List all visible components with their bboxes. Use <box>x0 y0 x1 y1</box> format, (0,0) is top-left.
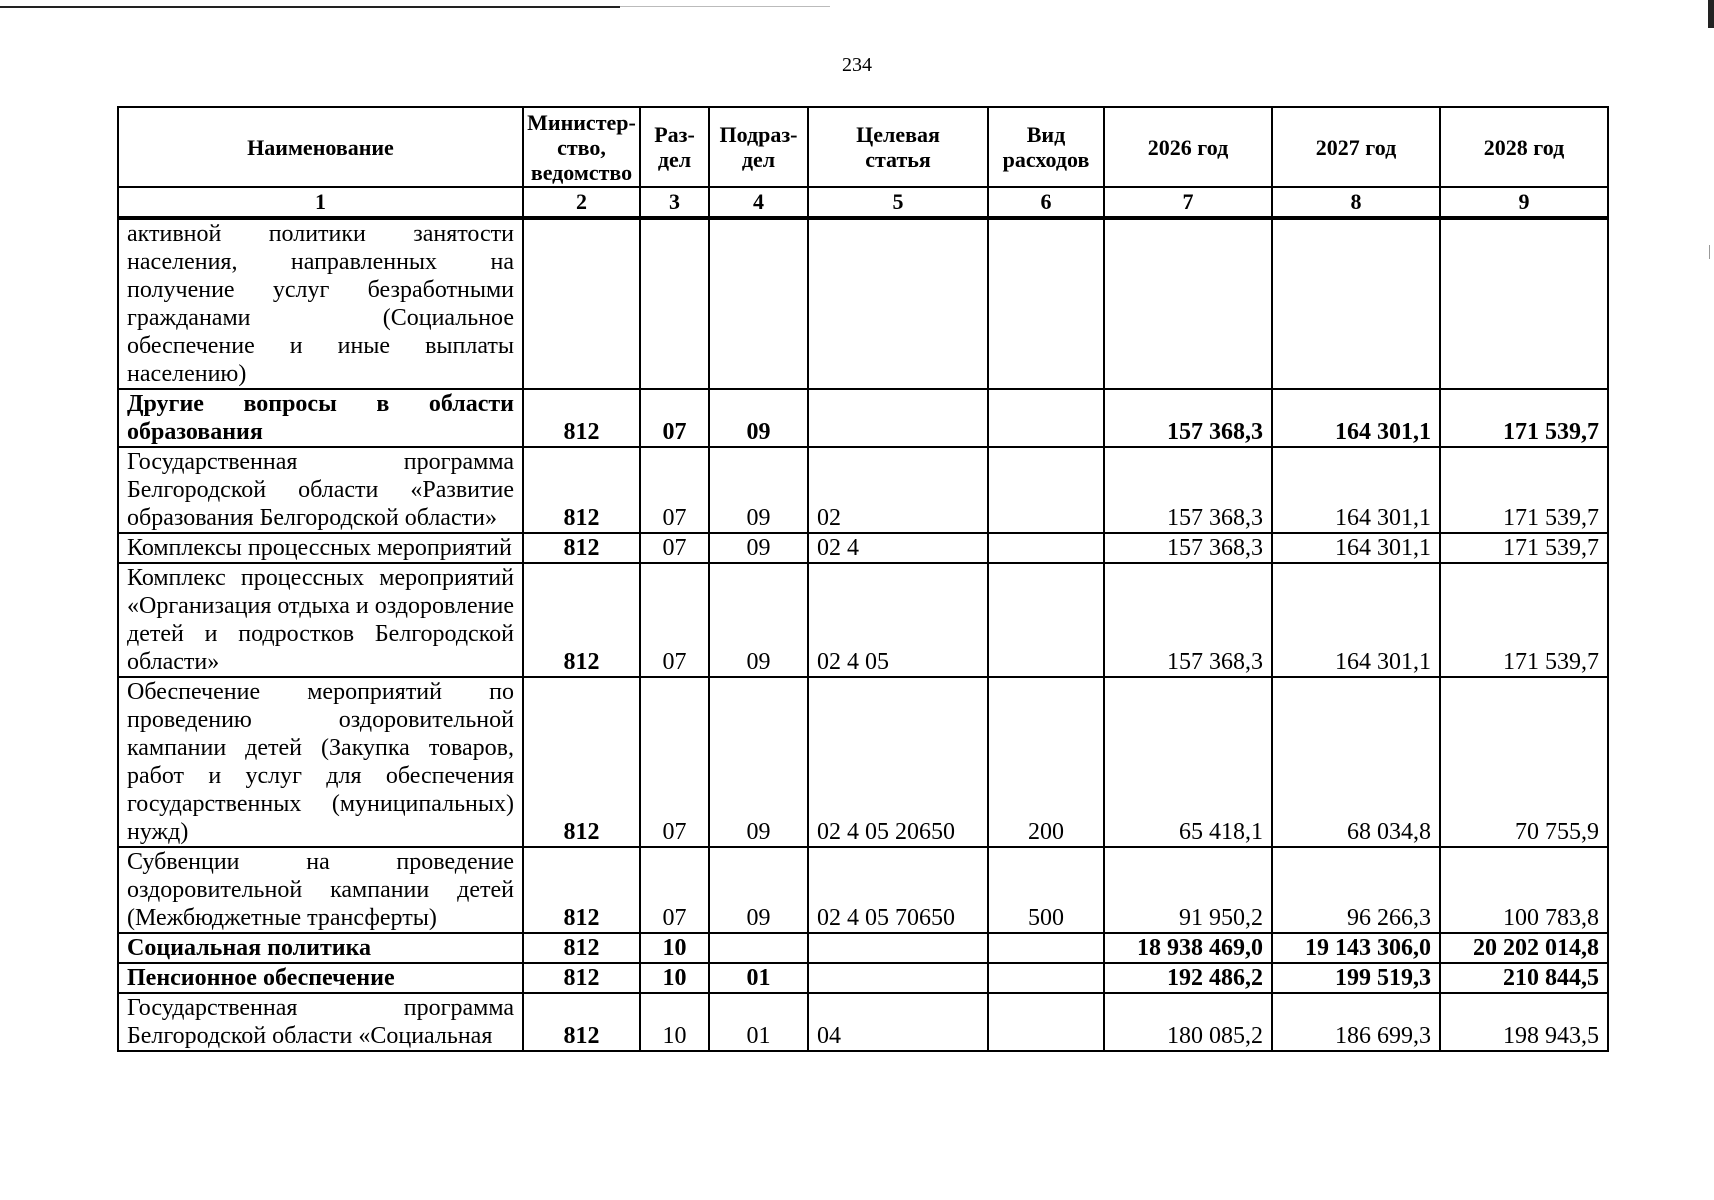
top-rule <box>0 6 620 8</box>
table-row <box>118 447 1608 533</box>
header-razdel-line1: Раз- <box>654 122 695 147</box>
column-number-row <box>118 187 1608 218</box>
cell-2028 <box>1440 218 1608 389</box>
cell-ministry: 812 <box>523 447 640 533</box>
col-number-9: 9 <box>1440 187 1608 218</box>
cell-ministry: 812 <box>523 389 640 447</box>
cell-2027: 164 301,1 <box>1272 533 1440 563</box>
cell-ministry: 812 <box>523 563 640 677</box>
table-row <box>118 218 1608 389</box>
cell-podrazdel: 09 <box>709 677 808 847</box>
cell-2026 <box>1104 218 1272 389</box>
cell-razdel: 07 <box>640 447 709 533</box>
cell-ministry: 812 <box>523 533 640 563</box>
cell-podrazdel: 09 <box>709 563 808 677</box>
cell-podrazdel: 09 <box>709 389 808 447</box>
cell-2028: 70 755,9 <box>1440 677 1608 847</box>
col-number-2: 2 <box>523 187 640 218</box>
header-ministry-line2: ство, <box>557 134 606 160</box>
col-number-5: 5 <box>808 187 988 218</box>
cell-vid <box>988 933 1104 963</box>
cell-name: Комплекс процессных мероприятий «Организация отдыха и оздоровление детей и подростков Белгородской области» <box>118 563 523 677</box>
cell-2027: 186 699,3 <box>1272 993 1440 1051</box>
cell-vid <box>988 963 1104 993</box>
cell-2026: 91 950,2 <box>1104 847 1272 933</box>
cell-2028: 171 539,7 <box>1440 389 1608 447</box>
scan-edge-tick <box>1709 245 1710 259</box>
cell-razdel <box>640 218 709 389</box>
cell-2028: 171 539,7 <box>1440 447 1608 533</box>
table-row <box>118 847 1608 933</box>
header-podrazdel <box>709 107 808 187</box>
cell-razdel: 10 <box>640 933 709 963</box>
header-vid-line2: расходов <box>1002 147 1090 172</box>
header-ministry-line3: ведомство <box>530 159 633 185</box>
header-ministry <box>523 107 640 187</box>
cell-2026: 157 368,3 <box>1104 563 1272 677</box>
cell-ministry: 812 <box>523 933 640 963</box>
table-row <box>118 389 1608 447</box>
cell-name: Социальная политика <box>118 933 523 963</box>
table-row <box>118 993 1608 1051</box>
cell-ministry: 812 <box>523 847 640 933</box>
top-rule-faint <box>620 6 830 7</box>
cell-name: активной политики занятости населения, направленных на получение услуг безработными гражданами (Социальное обеспечение и иные выплаты населению) <box>118 218 523 389</box>
cell-2028: 171 539,7 <box>1440 533 1608 563</box>
cell-vid: 500 <box>988 847 1104 933</box>
cell-2026: 157 368,3 <box>1104 447 1272 533</box>
cell-vid <box>988 218 1104 389</box>
cell-razdel: 07 <box>640 563 709 677</box>
cell-2026: 65 418,1 <box>1104 677 1272 847</box>
header-row <box>118 107 1608 187</box>
cell-vid <box>988 389 1104 447</box>
cell-2027: 199 519,3 <box>1272 963 1440 993</box>
cell-2027: 19 143 306,0 <box>1272 933 1440 963</box>
header-name: Наименование <box>118 107 523 187</box>
table-row <box>118 533 1608 563</box>
cell-2027: 164 301,1 <box>1272 447 1440 533</box>
cell-target: 02 4 05 70650 <box>808 847 988 933</box>
cell-2027: 164 301,1 <box>1272 389 1440 447</box>
cell-target: 02 4 05 <box>808 563 988 677</box>
cell-2028: 20 202 014,8 <box>1440 933 1608 963</box>
cell-2026: 192 486,2 <box>1104 963 1272 993</box>
cell-target: 02 4 <box>808 533 988 563</box>
header-2027: 2027 год <box>1272 107 1440 187</box>
cell-razdel: 07 <box>640 677 709 847</box>
table-row <box>118 677 1608 847</box>
cell-name: Государственная программа Белгородской области «Развитие образования Белгородской области» <box>118 447 523 533</box>
cell-vid <box>988 563 1104 677</box>
cell-ministry: 812 <box>523 963 640 993</box>
col-number-6: 6 <box>988 187 1104 218</box>
cell-target: 02 <box>808 447 988 533</box>
cell-target <box>808 963 988 993</box>
cell-ministry: 812 <box>523 993 640 1051</box>
cell-podrazdel: 09 <box>709 447 808 533</box>
cell-name: Пенсионное обеспечение <box>118 963 523 993</box>
cell-razdel: 07 <box>640 533 709 563</box>
cell-podrazdel: 01 <box>709 963 808 993</box>
page-number: 234 <box>842 54 872 76</box>
cell-razdel: 07 <box>640 389 709 447</box>
cell-2027: 96 266,3 <box>1272 847 1440 933</box>
cell-razdel: 07 <box>640 847 709 933</box>
cell-podrazdel: 09 <box>709 847 808 933</box>
cell-ministry <box>523 218 640 389</box>
cell-target: 02 4 05 20650 <box>808 677 988 847</box>
cell-2026: 18 938 469,0 <box>1104 933 1272 963</box>
header-razdel-line2: дел <box>657 147 692 172</box>
cell-vid <box>988 447 1104 533</box>
cell-podrazdel <box>709 218 808 389</box>
header-vid <box>988 107 1104 187</box>
header-2028: 2028 год <box>1440 107 1608 187</box>
col-number-3: 3 <box>640 187 709 218</box>
header-vid-line1: Вид <box>1026 122 1066 147</box>
cell-name: Субвенции на проведение оздоровительной кампании детей (Межбюджетные трансферты) <box>118 847 523 933</box>
col-number-4: 4 <box>709 187 808 218</box>
cell-name: Обеспечение мероприятий по проведению оздоровительной кампании детей (Закупка товаров, работ и услуг для обеспечения государственных (муниципальных) нужд) <box>118 677 523 847</box>
cell-target <box>808 389 988 447</box>
cell-target <box>808 218 988 389</box>
cell-name: Другие вопросы в области образования <box>118 389 523 447</box>
col-number-1: 1 <box>118 187 523 218</box>
col-number-8: 8 <box>1272 187 1440 218</box>
header-2026: 2026 год <box>1104 107 1272 187</box>
cell-2028: 210 844,5 <box>1440 963 1608 993</box>
cell-razdel: 10 <box>640 963 709 993</box>
cell-2026: 180 085,2 <box>1104 993 1272 1051</box>
cell-vid <box>988 993 1104 1051</box>
cell-2028: 171 539,7 <box>1440 563 1608 677</box>
cell-2027 <box>1272 218 1440 389</box>
table-body <box>118 218 1608 1051</box>
cell-2026: 157 368,3 <box>1104 389 1272 447</box>
header-podrazdel-line1: Подраз- <box>719 122 798 147</box>
cell-target: 04 <box>808 993 988 1051</box>
table-row <box>118 563 1608 677</box>
col-number-7: 7 <box>1104 187 1272 218</box>
cell-2028: 198 943,5 <box>1440 993 1608 1051</box>
cell-vid <box>988 533 1104 563</box>
header-ministry-line1: Министер- <box>527 109 636 135</box>
cell-name: Государственная программа Белгородской области «Социальная <box>118 993 523 1051</box>
table-row <box>118 933 1608 963</box>
cell-2026: 157 368,3 <box>1104 533 1272 563</box>
cell-podrazdel <box>709 933 808 963</box>
cell-2027: 164 301,1 <box>1272 563 1440 677</box>
cell-podrazdel: 01 <box>709 993 808 1051</box>
header-target-line2: статья <box>865 147 931 172</box>
cell-podrazdel: 09 <box>709 533 808 563</box>
budget-table <box>117 106 1609 1052</box>
cell-vid: 200 <box>988 677 1104 847</box>
scan-edge-mark <box>1708 0 1714 28</box>
header-podrazdel-line2: дел <box>741 147 776 172</box>
header-target <box>808 107 988 187</box>
cell-ministry: 812 <box>523 677 640 847</box>
cell-2028: 100 783,8 <box>1440 847 1608 933</box>
header-target-line1: Целевая <box>856 122 940 147</box>
header-razdel <box>640 107 709 187</box>
cell-2027: 68 034,8 <box>1272 677 1440 847</box>
table-row <box>118 963 1608 993</box>
cell-target <box>808 933 988 963</box>
cell-name: Комплексы процессных мероприятий <box>118 533 523 563</box>
cell-razdel: 10 <box>640 993 709 1051</box>
